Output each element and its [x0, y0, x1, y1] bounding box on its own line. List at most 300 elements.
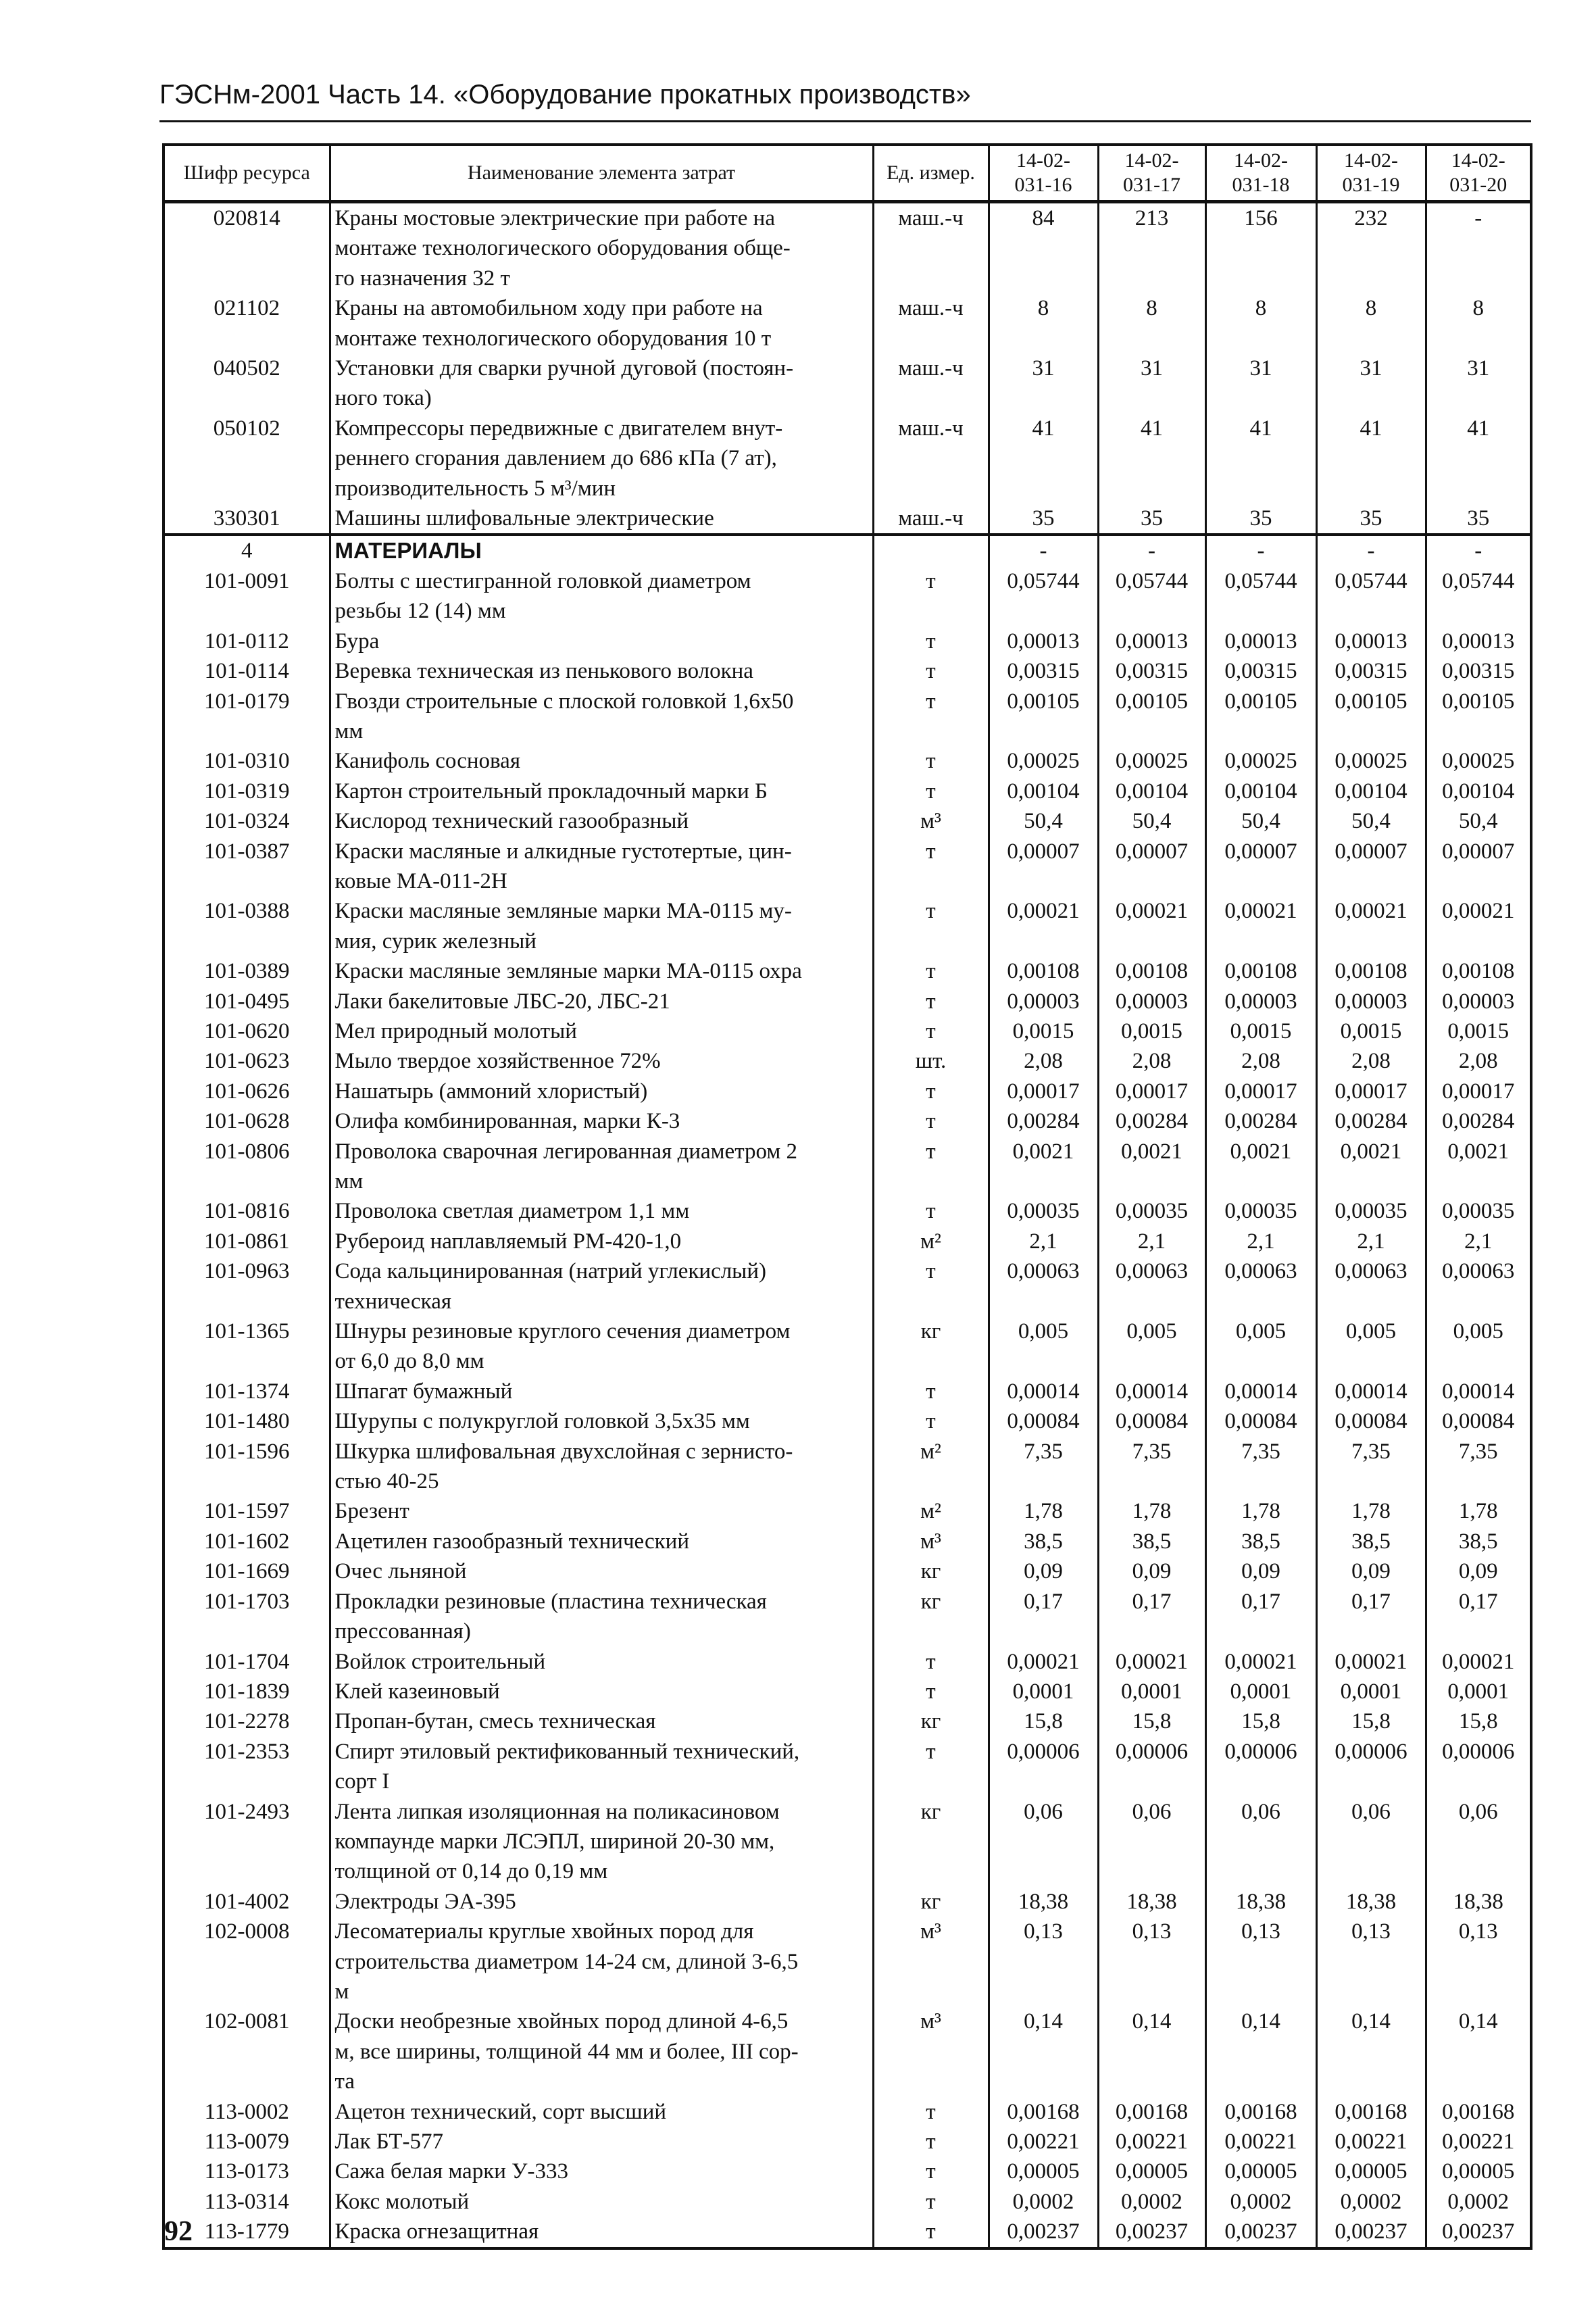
resource-code-cell: 101-1365 — [164, 1316, 330, 1377]
value-cell: 0,06 — [1098, 1797, 1205, 1887]
value-cell: 0,06 — [989, 1797, 1098, 1887]
value-cell: 0,00013 — [1098, 626, 1205, 656]
table-row — [164, 746, 1531, 776]
value-cell: 0,0015 — [1205, 1016, 1316, 1046]
value-cell: 0,09 — [1098, 1556, 1205, 1586]
resource-code-cell: 101-2278 — [164, 1706, 330, 1736]
value-cell: 0,00237 — [1316, 2217, 1426, 2248]
resource-name-cell: Мыло твердое хозяйственное 72% — [330, 1046, 873, 1076]
value-cell: 38,5 — [989, 1527, 1098, 1556]
unit-cell: т — [873, 777, 989, 806]
value-cell: 0,00006 — [1426, 1737, 1531, 1797]
value-cell: 0,0015 — [1426, 1016, 1531, 1046]
table-row — [164, 1227, 1531, 1256]
value-cell: 0,00021 — [989, 896, 1098, 956]
resource-name-cell: Сода кальцинированная (натрий углекислый) техническая — [330, 1256, 873, 1316]
unit-cell: т — [873, 1016, 989, 1046]
value-cell: 15,8 — [1316, 1706, 1426, 1736]
table-body — [164, 202, 1531, 2248]
resource-code-cell: 101-0389 — [164, 956, 330, 986]
table-row — [164, 1677, 1531, 1706]
value-cell: 18,38 — [1205, 1887, 1316, 1917]
table-row — [164, 1137, 1531, 1197]
value-cell: 0,05744 — [1098, 566, 1205, 626]
value-cell: 0,00003 — [1098, 987, 1205, 1016]
resource-name-cell: Гвозди строительные с плоской головкой 1,6х50 мм — [330, 687, 873, 747]
resource-name-cell: Установки для сварки ручной дуговой (постоян- ного тока) — [330, 353, 873, 414]
value-cell: 0,00021 — [1098, 1647, 1205, 1677]
value-cell: 0,00315 — [1205, 656, 1316, 686]
column-header-031-17: 14-02- 031-17 — [1098, 145, 1205, 202]
resource-name-cell: Клей казеиновый — [330, 1677, 873, 1706]
value-cell: 15,8 — [1426, 1706, 1531, 1736]
value-cell: 0,14 — [989, 2007, 1098, 2096]
value-cell: 1,78 — [1426, 1496, 1531, 1526]
unit-cell: м³ — [873, 1527, 989, 1556]
value-cell: 0,00003 — [1426, 987, 1531, 1016]
resource-name-cell: Бура — [330, 626, 873, 656]
value-cell: 0,00005 — [1205, 2157, 1316, 2186]
value-cell: 0,00168 — [1316, 2097, 1426, 2127]
unit-cell: т — [873, 1677, 989, 1706]
value-cell: 0,00007 — [989, 837, 1098, 897]
value-cell: 0,00104 — [1426, 777, 1531, 806]
resource-code-cell: 101-1480 — [164, 1406, 330, 1436]
value-cell: 0,00105 — [1098, 687, 1205, 747]
unit-cell: кг — [873, 1587, 989, 1647]
value-cell: 0,00025 — [1316, 746, 1426, 776]
value-cell: 0,00003 — [1205, 987, 1316, 1016]
value-cell: 0,00017 — [1316, 1077, 1426, 1106]
table-row — [164, 777, 1531, 806]
column-header-031-16: 14-02- 031-16 — [989, 145, 1098, 202]
value-cell: 0,00005 — [1098, 2157, 1205, 2186]
resource-name-cell: Проволока сварочная легированная диаметром 2 мм — [330, 1137, 873, 1197]
unit-cell: кг — [873, 1887, 989, 1917]
resource-code-cell: 101-0114 — [164, 656, 330, 686]
value-cell: 0,13 — [1098, 1917, 1205, 2007]
value-cell: 0,17 — [1098, 1587, 1205, 1647]
table-row — [164, 1196, 1531, 1226]
value-cell: 0,05744 — [1316, 566, 1426, 626]
value-cell: 0,00035 — [1205, 1196, 1316, 1226]
unit-cell: т — [873, 1196, 989, 1226]
unit-cell: т — [873, 2097, 989, 2127]
unit-cell: т — [873, 1377, 989, 1406]
resource-name-cell: Краски масляные земляные марки МА-0115 му- мия, сурик железный — [330, 896, 873, 956]
unit-cell: м² — [873, 1496, 989, 1526]
value-cell: 0,00063 — [1098, 1256, 1205, 1316]
table-row — [164, 414, 1531, 503]
value-cell: 0,005 — [1205, 1316, 1316, 1377]
value-cell: 0,00035 — [989, 1196, 1098, 1226]
resource-code-cell: 102-0008 — [164, 1917, 330, 2007]
value-cell: 2,1 — [1205, 1227, 1316, 1256]
value-cell: 0,00005 — [1316, 2157, 1426, 2186]
value-cell: 1,78 — [1205, 1496, 1316, 1526]
value-cell: 0,00104 — [1098, 777, 1205, 806]
unit-cell: маш.-ч — [873, 414, 989, 503]
unit-cell: т — [873, 2157, 989, 2186]
value-cell: 2,1 — [1316, 1227, 1426, 1256]
unit-cell: т — [873, 1647, 989, 1677]
value-cell: 0,0001 — [1205, 1677, 1316, 1706]
value-cell: 8 — [1205, 293, 1316, 353]
resource-name-cell: Шпагат бумажный — [330, 1377, 873, 1406]
resource-name-cell: МАТЕРИАЛЫ — [330, 535, 873, 566]
resource-code-cell: 101-1374 — [164, 1377, 330, 1406]
unit-cell: м² — [873, 1437, 989, 1497]
unit-cell: т — [873, 2217, 989, 2248]
value-cell: 2,08 — [1426, 1046, 1531, 1076]
value-cell: 0,00035 — [1426, 1196, 1531, 1226]
value-cell: 0,17 — [1205, 1587, 1316, 1647]
value-cell: 0,0002 — [989, 2187, 1098, 2217]
table-row — [164, 1406, 1531, 1436]
value-cell: 38,5 — [1205, 1527, 1316, 1556]
unit-cell: кг — [873, 1797, 989, 1887]
resource-code-cell: 101-0620 — [164, 1016, 330, 1046]
value-cell: 0,00237 — [1426, 2217, 1531, 2248]
value-cell: 0,00221 — [1205, 2127, 1316, 2157]
resource-code-cell: 113-1779 — [164, 2217, 330, 2248]
resource-code-cell: 101-0091 — [164, 566, 330, 626]
value-cell: 50,4 — [1426, 806, 1531, 836]
value-cell: 0,005 — [1316, 1316, 1426, 1377]
value-cell: 0,00105 — [989, 687, 1098, 747]
resource-code-cell: 102-0081 — [164, 2007, 330, 2096]
resource-name-cell: Войлок строительный — [330, 1647, 873, 1677]
resource-name-cell: Кокс молотый — [330, 2187, 873, 2217]
unit-cell — [873, 535, 989, 566]
value-cell: 0,00168 — [1098, 2097, 1205, 2127]
value-cell: 31 — [1205, 353, 1316, 414]
value-cell: 7,35 — [989, 1437, 1098, 1497]
value-cell: 0,0021 — [1316, 1137, 1426, 1197]
value-cell: 0,00014 — [1316, 1377, 1426, 1406]
value-cell: 0,00105 — [1426, 687, 1531, 747]
unit-cell: кг — [873, 1706, 989, 1736]
value-cell: 0,00007 — [1426, 837, 1531, 897]
resource-name-cell: Лак БТ-577 — [330, 2127, 873, 2157]
resource-code-cell: 101-1703 — [164, 1587, 330, 1647]
value-cell: 0,005 — [1098, 1316, 1205, 1377]
table-row — [164, 1527, 1531, 1556]
value-cell: 31 — [1098, 353, 1205, 414]
value-cell: 41 — [1205, 414, 1316, 503]
resource-code-cell: 101-0628 — [164, 1106, 330, 1136]
value-cell: 15,8 — [1205, 1706, 1316, 1736]
value-cell: 18,38 — [989, 1887, 1098, 1917]
value-cell: 41 — [1098, 414, 1205, 503]
resource-code-cell: 101-0816 — [164, 1196, 330, 1226]
resource-name-cell: Ацетон технический, сорт высший — [330, 2097, 873, 2127]
value-cell: 0,00084 — [1098, 1406, 1205, 1436]
unit-cell: т — [873, 1406, 989, 1436]
resource-code-cell: 101-1596 — [164, 1437, 330, 1497]
resource-code-cell: 101-0963 — [164, 1256, 330, 1316]
value-cell: 0,0021 — [1098, 1137, 1205, 1197]
value-cell: 0,00005 — [1426, 2157, 1531, 2186]
value-cell: 0,00284 — [1426, 1106, 1531, 1136]
value-cell: 0,00168 — [1426, 2097, 1531, 2127]
unit-cell: маш.-ч — [873, 503, 989, 535]
unit-cell: т — [873, 1137, 989, 1197]
resource-code-cell: 101-0324 — [164, 806, 330, 836]
unit-cell: т — [873, 746, 989, 776]
resource-code-cell: 101-0626 — [164, 1077, 330, 1106]
table-row — [164, 2007, 1531, 2096]
resource-table — [162, 143, 1532, 2250]
value-cell: 38,5 — [1426, 1527, 1531, 1556]
table-row — [164, 2127, 1531, 2157]
value-cell: 7,35 — [1426, 1437, 1531, 1497]
resource-name-cell: Машины шлифовальные электрические — [330, 503, 873, 535]
value-cell: 0,00017 — [1205, 1077, 1316, 1106]
value-cell: 0,00025 — [1426, 746, 1531, 776]
value-cell: 15,8 — [1098, 1706, 1205, 1736]
value-cell: 2,1 — [1098, 1227, 1205, 1256]
value-cell: 0,005 — [1426, 1316, 1531, 1377]
value-cell: 0,09 — [1205, 1556, 1316, 1586]
value-cell: 8 — [989, 293, 1098, 353]
resource-code-cell: 113-0079 — [164, 2127, 330, 2157]
value-cell: 0,00108 — [989, 956, 1098, 986]
value-cell: 0,0002 — [1426, 2187, 1531, 2217]
value-cell: 0,00084 — [1205, 1406, 1316, 1436]
value-cell: 0,00105 — [1316, 687, 1426, 747]
table-header-row — [164, 145, 1531, 202]
table-row — [164, 837, 1531, 897]
unit-cell: т — [873, 2127, 989, 2157]
table-row — [164, 1647, 1531, 1677]
table-row — [164, 2097, 1531, 2127]
value-cell: 0,00108 — [1205, 956, 1316, 986]
value-cell: 0,00063 — [1426, 1256, 1531, 1316]
value-cell: 0,00084 — [989, 1406, 1098, 1436]
unit-cell: шт. — [873, 1046, 989, 1076]
value-cell: 18,38 — [1316, 1887, 1426, 1917]
value-cell: 31 — [989, 353, 1098, 414]
value-cell: 0,00021 — [989, 1647, 1098, 1677]
value-cell: 232 — [1316, 202, 1426, 294]
resource-name-cell: Ацетилен газообразный технический — [330, 1527, 873, 1556]
value-cell: 0,00315 — [1316, 656, 1426, 686]
value-cell: 8 — [1098, 293, 1205, 353]
value-cell: 0,00014 — [1098, 1377, 1205, 1406]
value-cell: 2,08 — [989, 1046, 1098, 1076]
column-header-031-18: 14-02- 031-18 — [1205, 145, 1316, 202]
value-cell: 8 — [1316, 293, 1426, 353]
resource-name-cell: Краски масляные земляные марки МА-0115 охра — [330, 956, 873, 986]
resource-code-cell: 330301 — [164, 503, 330, 535]
value-cell: 0,05744 — [989, 566, 1098, 626]
value-cell: 2,1 — [989, 1227, 1098, 1256]
value-cell: 0,00007 — [1316, 837, 1426, 897]
value-cell: 0,00014 — [1205, 1377, 1316, 1406]
resource-code-cell: 101-0861 — [164, 1227, 330, 1256]
value-cell: 0,09 — [1316, 1556, 1426, 1586]
value-cell: 0,00021 — [1316, 896, 1426, 956]
value-cell: 0,0021 — [989, 1137, 1098, 1197]
table-row — [164, 1256, 1531, 1316]
value-cell: 2,08 — [1316, 1046, 1426, 1076]
resource-name-cell: Краска огнезащитная — [330, 2217, 873, 2248]
table-row — [164, 503, 1531, 535]
table-row — [164, 956, 1531, 986]
value-cell: 2,08 — [1098, 1046, 1205, 1076]
resource-name-cell: Электроды ЭА-395 — [330, 1887, 873, 1917]
page-number: 92 — [164, 2216, 193, 2247]
resource-code-cell: 101-1602 — [164, 1527, 330, 1556]
value-cell: 0,00025 — [989, 746, 1098, 776]
resource-code-cell: 101-0319 — [164, 777, 330, 806]
value-cell: 35 — [1205, 503, 1316, 535]
resource-code-cell: 101-4002 — [164, 1887, 330, 1917]
value-cell: 0,00063 — [1205, 1256, 1316, 1316]
value-cell: 0,00221 — [1426, 2127, 1531, 2157]
value-cell: 31 — [1316, 353, 1426, 414]
value-cell: 0,00006 — [1098, 1737, 1205, 1797]
value-cell: 50,4 — [1316, 806, 1426, 836]
unit-cell: маш.-ч — [873, 353, 989, 414]
value-cell: 0,00168 — [989, 2097, 1098, 2127]
unit-cell: т — [873, 1737, 989, 1797]
value-cell: 0,00021 — [1426, 896, 1531, 956]
table-row — [164, 1887, 1531, 1917]
value-cell: 0,0002 — [1205, 2187, 1316, 2217]
value-cell: 0,00025 — [1205, 746, 1316, 776]
value-cell: 0,00021 — [1426, 1647, 1531, 1677]
resource-code-cell: 101-2353 — [164, 1737, 330, 1797]
resource-code-cell: 101-0388 — [164, 896, 330, 956]
value-cell: 213 — [1098, 202, 1205, 294]
value-cell: 0,00105 — [1205, 687, 1316, 747]
value-cell: 0,06 — [1205, 1797, 1316, 1887]
value-cell: 0,13 — [1316, 1917, 1426, 2007]
resource-name-cell: Очес льняной — [330, 1556, 873, 1586]
value-cell: 1,78 — [1098, 1496, 1205, 1526]
value-cell: 0,0002 — [1098, 2187, 1205, 2217]
table-row — [164, 1106, 1531, 1136]
value-cell: 0,05744 — [1426, 566, 1531, 626]
value-cell: 38,5 — [1098, 1527, 1205, 1556]
value-cell: 0,06 — [1316, 1797, 1426, 1887]
value-cell: 0,00063 — [1316, 1256, 1426, 1316]
unit-cell: т — [873, 956, 989, 986]
resource-code-cell: 113-0002 — [164, 2097, 330, 2127]
value-cell: 35 — [1098, 503, 1205, 535]
resource-code-cell: 101-1597 — [164, 1496, 330, 1526]
resource-code-cell: 101-0310 — [164, 746, 330, 776]
unit-cell: т — [873, 1106, 989, 1136]
table-row — [164, 987, 1531, 1016]
value-cell: 41 — [989, 414, 1098, 503]
unit-cell: т — [873, 656, 989, 686]
resource-code-cell: 101-1704 — [164, 1647, 330, 1677]
value-cell: - — [1426, 202, 1531, 294]
value-cell: 0,00014 — [989, 1377, 1098, 1406]
value-cell: 0,00104 — [989, 777, 1098, 806]
table-row — [164, 353, 1531, 414]
resource-name-cell: Компрессоры передвижные с двигателем внут- реннего сгорания давлением до 686 кПа (7 ат), производительность 5 м³/мин — [330, 414, 873, 503]
value-cell: 0,00084 — [1426, 1406, 1531, 1436]
value-cell: 0,0001 — [989, 1677, 1098, 1706]
table-row — [164, 1917, 1531, 2007]
value-cell: 41 — [1426, 414, 1531, 503]
table-row — [164, 626, 1531, 656]
resource-name-cell: Спирт этиловый ректификованный технический, сорт I — [330, 1737, 873, 1797]
value-cell: 0,00021 — [1205, 896, 1316, 956]
unit-cell: т — [873, 687, 989, 747]
value-cell: 0,00221 — [1316, 2127, 1426, 2157]
value-cell: 0,00284 — [1316, 1106, 1426, 1136]
value-cell: - — [989, 535, 1098, 566]
value-cell: 0,14 — [1316, 2007, 1426, 2096]
resource-name-cell: Лаки бакелитовые ЛБС-20, ЛБС-21 — [330, 987, 873, 1016]
unit-cell: т — [873, 837, 989, 897]
table-row — [164, 1377, 1531, 1406]
value-cell: 15,8 — [989, 1706, 1098, 1736]
unit-cell: т — [873, 1256, 989, 1316]
value-cell: 0,00108 — [1426, 956, 1531, 986]
table-row — [164, 1077, 1531, 1106]
value-cell: 0,00014 — [1426, 1377, 1531, 1406]
value-cell: - — [1426, 535, 1531, 566]
value-cell: 0,0002 — [1316, 2187, 1426, 2217]
column-header-unit: Ед. измер. — [873, 145, 989, 202]
resource-code-cell: 020814 — [164, 202, 330, 294]
value-cell: 0,13 — [1205, 1917, 1316, 2007]
unit-cell: т — [873, 1077, 989, 1106]
value-cell: 0,00168 — [1205, 2097, 1316, 2127]
value-cell: 0,00104 — [1205, 777, 1316, 806]
value-cell: 7,35 — [1205, 1437, 1316, 1497]
table-row — [164, 687, 1531, 747]
table-row — [164, 1706, 1531, 1736]
table-row — [164, 656, 1531, 686]
value-cell: 0,00035 — [1316, 1196, 1426, 1226]
unit-cell: кг — [873, 1556, 989, 1586]
table-row — [164, 1797, 1531, 1887]
unit-cell: т — [873, 2187, 989, 2217]
page-header-title: ГЭСНм-2001 Часть 14. «Оборудование прокатных производств» — [159, 80, 971, 109]
value-cell: 0,13 — [1426, 1917, 1531, 2007]
value-cell: 0,06 — [1426, 1797, 1531, 1887]
value-cell: 18,38 — [1426, 1887, 1531, 1917]
table-row — [164, 1496, 1531, 1526]
table-row — [164, 293, 1531, 353]
table-row — [164, 1046, 1531, 1076]
value-cell: 0,00284 — [989, 1106, 1098, 1136]
value-cell: - — [1205, 535, 1316, 566]
value-cell: 1,78 — [1316, 1496, 1426, 1526]
value-cell: 0,00315 — [989, 656, 1098, 686]
table-row — [164, 896, 1531, 956]
resource-code-cell: 101-0495 — [164, 987, 330, 1016]
value-cell: 0,00221 — [989, 2127, 1098, 2157]
resource-code-cell: 113-0314 — [164, 2187, 330, 2217]
value-cell: 0,17 — [1426, 1587, 1531, 1647]
unit-cell: т — [873, 896, 989, 956]
unit-cell: маш.-ч — [873, 293, 989, 353]
value-cell: 7,35 — [1098, 1437, 1205, 1497]
resource-name-cell: Нашатырь (аммоний хлористый) — [330, 1077, 873, 1106]
resource-name-cell: Сажа белая марки У-333 — [330, 2157, 873, 2186]
value-cell: 0,00108 — [1316, 956, 1426, 986]
value-cell: 0,00025 — [1098, 746, 1205, 776]
value-cell: 50,4 — [1098, 806, 1205, 836]
